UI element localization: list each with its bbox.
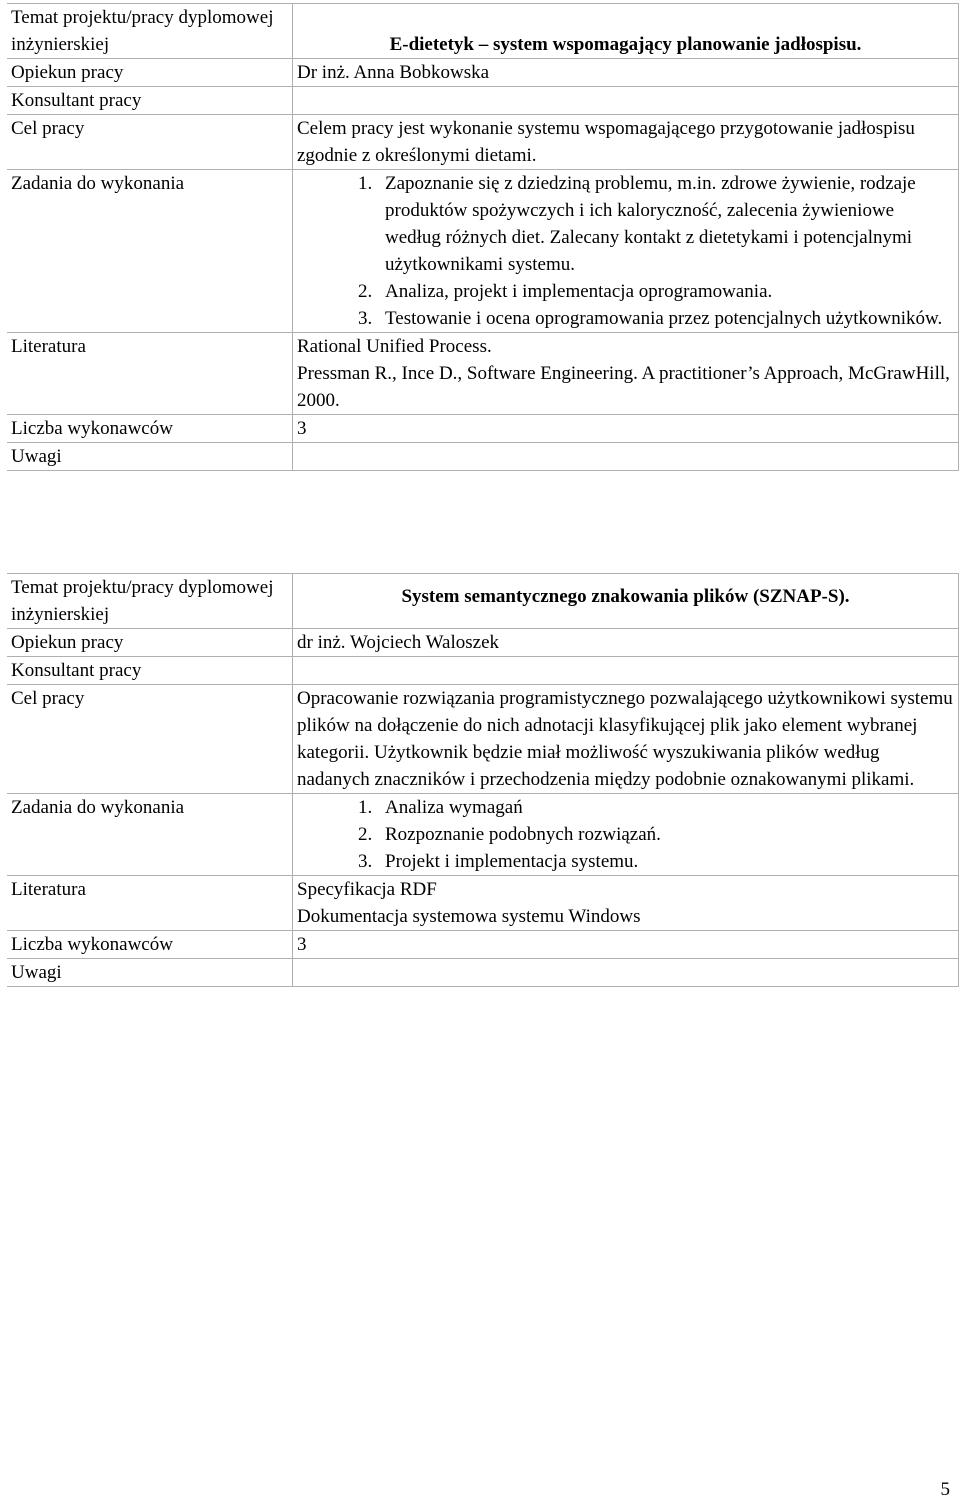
row-literature — [7, 876, 959, 931]
literature-value — [293, 333, 959, 415]
row-contractors — [7, 415, 959, 443]
row-remarks — [7, 443, 959, 471]
goal-value: Opracowanie rozwiązania programistycznego pozwalającego użytkownikowi systemu plików na dołączenie do nich adnotacji klasyfikującej plik jako element wybranej kategorii. Użytkownik będzie miał możliwość wyszukiwania plików według nadanych znaczników i przechodzenia między podobnie oznakowanymi plikami. — [293, 685, 959, 794]
row-topic — [7, 574, 959, 629]
label-supervisor: Opiekun pracy — [7, 629, 293, 657]
label-goal: Cel pracy — [7, 685, 293, 794]
literature-item: Specyfikacja RDF — [297, 879, 437, 900]
page-number: 5 — [940, 1479, 950, 1500]
tasks-value — [293, 170, 959, 333]
row-goal — [7, 685, 959, 794]
label-literature: Literatura — [7, 333, 293, 415]
task-item: 3. Testowanie i ocena oprogramowania przez potencjalnych użytkowników. — [377, 305, 954, 332]
tasks-value — [293, 794, 959, 876]
row-supervisor — [7, 629, 959, 657]
task-item: 1. Zapoznanie się z dziedziną problemu, m.in. zdrowe żywienie, rodzaje produktów spożywczych i ich kaloryczność, zalecenia żywieniowe według różnych diet. Zalecany kontakt z dietetykami i potencjalnymi użytkownikami systemu. — [377, 170, 954, 278]
remarks-value — [293, 959, 959, 987]
remarks-value — [293, 443, 959, 471]
label-consultant: Konsultant pracy — [7, 657, 293, 685]
row-remarks — [7, 959, 959, 987]
project-table — [7, 3, 959, 471]
label-remarks: Uwagi — [7, 443, 293, 471]
row-consultant — [7, 657, 959, 685]
project-table — [7, 573, 959, 987]
label-remarks: Uwagi — [7, 959, 293, 987]
row-tasks — [7, 170, 959, 333]
literature-item: Dokumentacja systemowa systemu Windows — [297, 906, 641, 927]
row-contractors — [7, 931, 959, 959]
label-contractors: Liczba wykonawców — [7, 415, 293, 443]
supervisor-value: Dr inż. Anna Bobkowska — [293, 59, 959, 87]
row-consultant — [7, 87, 959, 115]
row-tasks — [7, 794, 959, 876]
label-tasks: Zadania do wykonania — [7, 794, 293, 876]
row-topic — [7, 4, 959, 59]
row-goal — [7, 115, 959, 170]
literature-value — [293, 876, 959, 931]
project-topic: System semantycznego znakowania plików (SZNAP-S). — [293, 574, 959, 629]
label-literature: Literatura — [7, 876, 293, 931]
supervisor-value: dr inż. Wojciech Waloszek — [293, 629, 959, 657]
task-item: 2. Rozpoznanie podobnych rozwiązań. — [377, 821, 954, 848]
row-supervisor — [7, 59, 959, 87]
label-contractors: Liczba wykonawców — [7, 931, 293, 959]
consultant-value — [293, 87, 959, 115]
literature-item: Rational Unified Process. — [297, 336, 492, 357]
goal-value: Celem pracy jest wykonanie systemu wspomagającego przygotowanie jadłospisu zgodnie z określonymi dietami. — [293, 115, 959, 170]
task-item: 1. Analiza wymagań — [377, 794, 954, 821]
contractors-value: 3 — [293, 931, 959, 959]
label-supervisor: Opiekun pracy — [7, 59, 293, 87]
consultant-value — [293, 657, 959, 685]
project-topic: E-dietetyk – system wspomagający planowanie jadłospisu. — [293, 4, 959, 59]
label-tasks: Zadania do wykonania — [7, 170, 293, 333]
literature-item: Pressman R., Ince D., Software Engineering. A practitioner’s Approach, McGrawHill, 2000. — [297, 363, 950, 411]
label-goal: Cel pracy — [7, 115, 293, 170]
row-literature — [7, 333, 959, 415]
label-topic: Temat projektu/pracy dyplomowej inżynierskiej — [7, 4, 293, 59]
contractors-value: 3 — [293, 415, 959, 443]
task-item: 2. Analiza, projekt i implementacja oprogramowania. — [377, 278, 954, 305]
task-item: 3. Projekt i implementacja systemu. — [377, 848, 954, 875]
label-topic: Temat projektu/pracy dyplomowej inżynierskiej — [7, 574, 293, 629]
task-list — [297, 794, 954, 875]
label-consultant: Konsultant pracy — [7, 87, 293, 115]
task-list — [297, 170, 954, 332]
